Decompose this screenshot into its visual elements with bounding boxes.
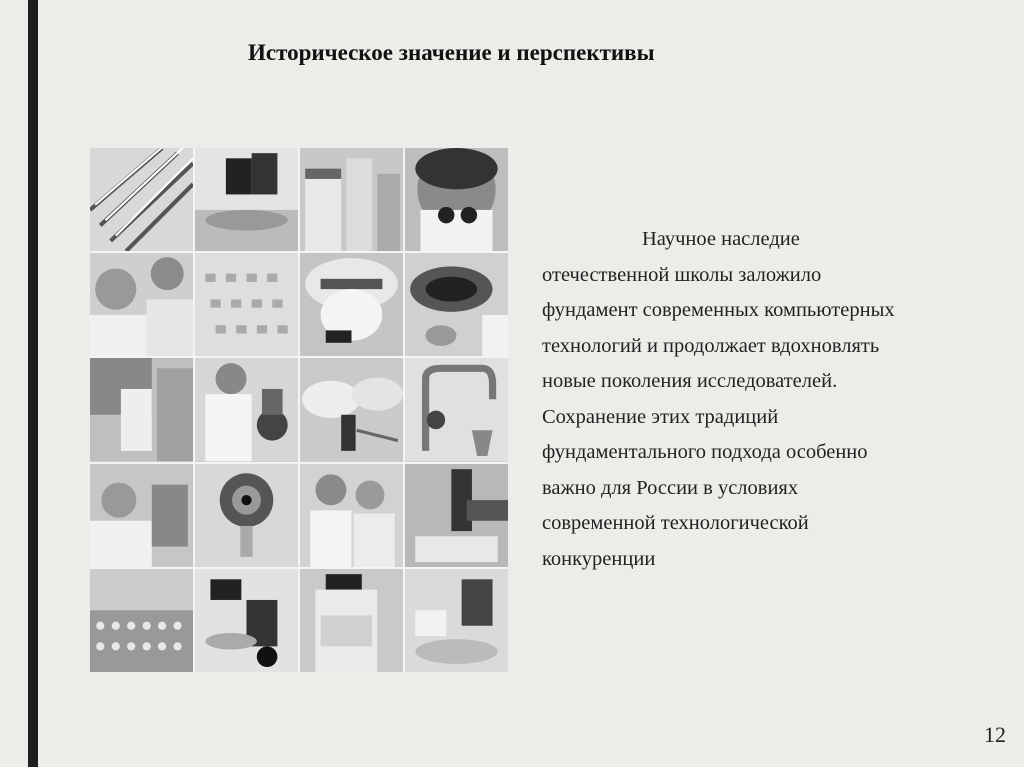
left-accent-bar: [28, 0, 38, 767]
body-line: фундаментального подхода особенно: [542, 441, 868, 463]
page-number: 12: [984, 722, 1006, 747]
body-line: важно для России в условиях: [542, 476, 799, 499]
collage-tile-well-plate: [90, 569, 193, 672]
collage-tile-apparatus: [405, 464, 508, 567]
collage-tile-masked-scientist: [300, 253, 403, 356]
collage-tile-reagent-bottle: [300, 569, 403, 672]
collage-tile-scientist-eyepiece: [405, 148, 508, 251]
collage-tile-faucet: [405, 358, 508, 461]
collage-tile-pipettes: [90, 148, 193, 251]
collage-tile-sample-tray: [195, 253, 298, 356]
body-line: фундамент современных компьютерных: [542, 299, 895, 321]
collage-tile-two-scientists: [300, 464, 403, 567]
collage-tile-gloved-hands: [300, 358, 403, 461]
collage-tile-bottles: [300, 148, 403, 251]
collage-tile-equipment: [405, 569, 508, 672]
body-line: конкуренции: [542, 547, 656, 570]
collage-tile-instrument-dial: [195, 464, 298, 567]
body-line: современной технологической: [542, 512, 809, 534]
lab-photo-collage: [90, 148, 508, 672]
collage-tile-technician: [90, 464, 193, 567]
collage-tile-researchers: [90, 253, 193, 356]
collage-tile-microscope: [195, 148, 298, 251]
slide-title: Историческое значение и перспективы: [248, 40, 655, 65]
collage-tile-flask: [90, 358, 193, 461]
body-line: отечественной школы заложило: [542, 263, 822, 286]
collage-tile-lab-worker: [195, 358, 298, 461]
body-line: технологий и продолжает вдохновлять: [542, 334, 880, 357]
collage-tile-microscope-stage: [195, 569, 298, 672]
body-line: новые поколения исследователей.: [542, 370, 838, 392]
body-line: Сохранение этих традиций: [542, 405, 779, 428]
body-paragraph: [542, 222, 1002, 577]
collage-tile-petri-dish: [405, 253, 508, 356]
body-line: Научное наследие: [642, 228, 800, 250]
